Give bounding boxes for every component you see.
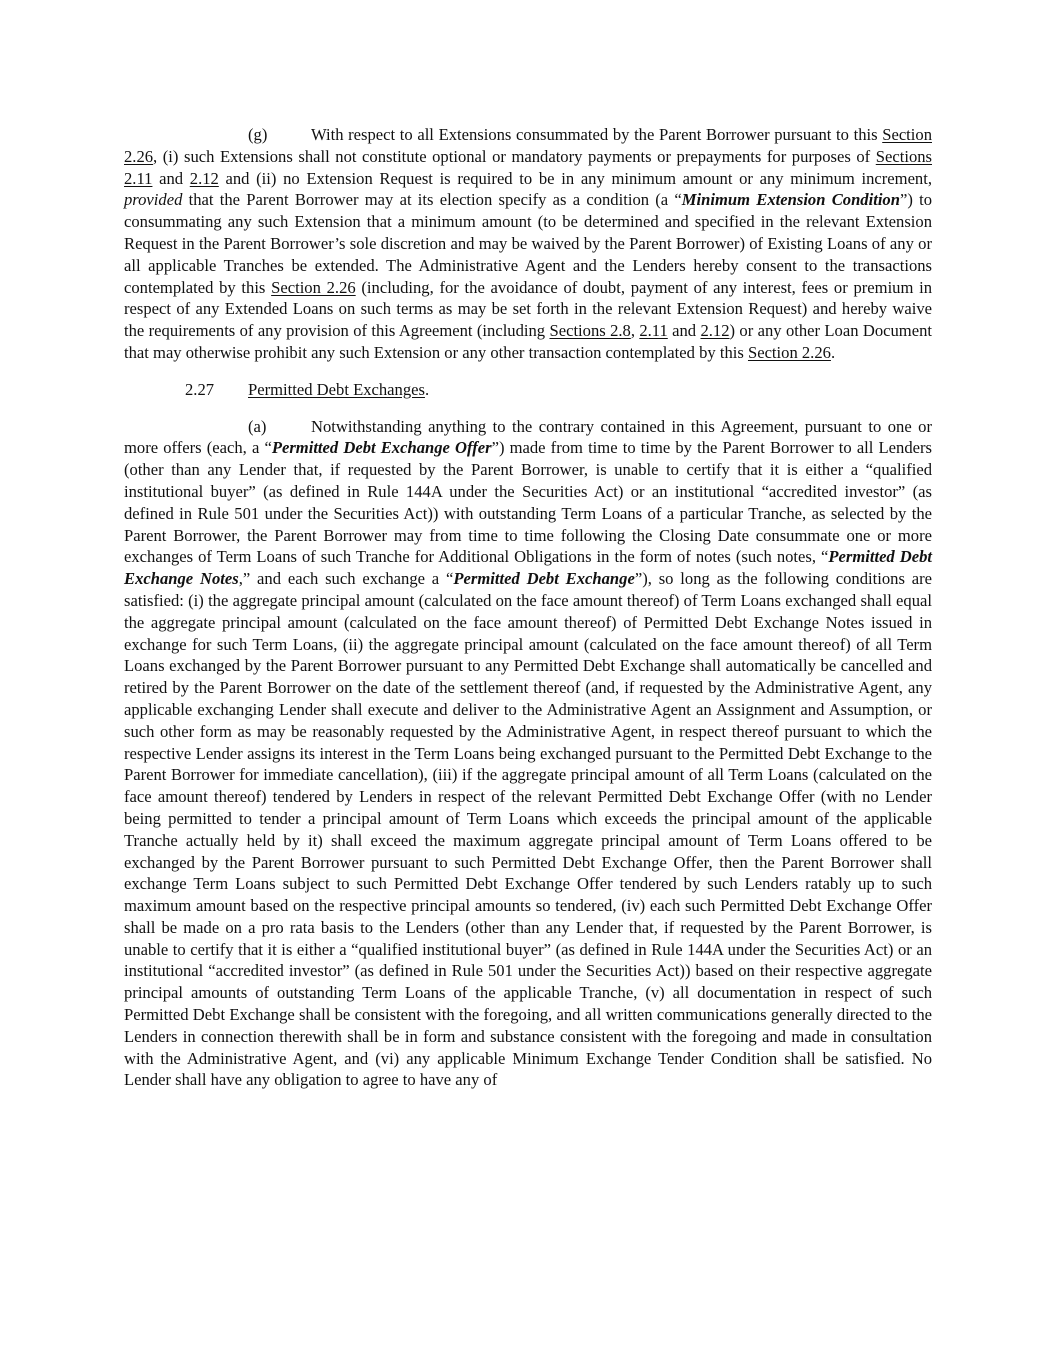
section-heading: 2.27 Permitted Debt Exchanges. (185, 379, 430, 399)
defined-term: Minimum Extension Condition (681, 190, 900, 210)
section-reference: Section 2.26 (747, 342, 831, 362)
section-reference: Section 2.26 (271, 277, 356, 297)
section-reference: 2.11 (639, 321, 668, 341)
defined-term: Permitted Debt Exchange (453, 569, 635, 589)
section-reference: Sections 2.8 (549, 321, 631, 341)
section-reference: 2.12 (189, 168, 219, 188)
section-title: Permitted Debt Exchanges (248, 379, 425, 399)
emphasis-provided: provided (124, 190, 183, 210)
defined-term: Permitted Debt Exchange Notes (124, 547, 932, 589)
paragraph-a: (a) Notwithstanding anything to the contrary contained in this Agreement, pursuant to one or more offers (each, a “Permitted Debt Exchange Offer”) made from time to time by the Parent Borrower to all Lenders (other than any Lender that, if requested by the Parent Borrower, is unable to certify that it is either a “qualified institutional buyer” (as defined in Rule 144A under the Securities Act) or an institutional “accredited investor” (as defined in Rule 501 under the Securities Act)) with outstanding Term Loans of a particular Tranche, as selected by the Parent Borrower, the Parent Borrower may from time to time following the Closing Date consummate one or more exchanges of Term Loans of such Tranche for Additional Obligations in the form of notes (such notes, “Permitted Debt Exchange Notes,” and each such exchange a “Permitted Debt Exchange”), so long as the following conditions are satisfied: (i) the aggregate principal amount (calculated on the face amount thereof) of Term Loans exchanged shall equal the aggregate principal amount (calculated on the face amount thereof) of Permitted Debt Exchange Notes issued in exchange for such Term Loans, (ii) the aggregate principal amount (calculated on the face amount thereof) of all Term Loans exchanged by the Parent Borrower pursuant to any Permitted Debt Exchange shall automatically be cancelled and retired by the Parent Borrower on the date of the settlement thereof (and, if requested by the Administrative Agent, any applicable exchanging Lender shall execute and deliver to the Administrative Agent an Assignment and Assumption, or such other form as may be reasonably requested by the Administrative Agent, in respect thereof pursuant to which the respective Lender assigns its interest in the Term Loans being exchanged pursuant to the Permitted Debt Exchange to the Parent Borrower for immediate cancellation), (iii) if the aggregate principal amount of all Term Loans (calculated on the face amount thereof) tendered by Lenders in respect of the relevant Permitted Debt Exchange Offer (with no Lender being permitted to tender a principal amount of Term Loans which exceeds the principal amount of the applicable Tranche actually held by it) shall exceed the maximum aggregate principal amount of Term Loans offered to be exchanged by the Parent Borrower pursuant to such Permitted Debt Exchange Offer, then the Parent Borrower shall exchange Term Loans subject to such Permitted Debt Exchange Offer tendered by such Lenders ratably up to such maximum amount based on the respective principal amounts so tendered, (iv) each such Permitted Debt Exchange Offer shall be made on a pro rata basis to the Lenders (other than any Lender that, if requested by the Parent Borrower, is unable to certify that it is either a “qualified institutional buyer” (as defined in Rule 144A under the Securities Act) or an institutional “accredited investor” (as defined in Rule 501 under the Securities Act)) based on their respective aggregate principal amounts of outstanding Term Loans of the applicable Tranche, (v) all documentation in respect of such Permitted Debt Exchange shall be consistent with the foregoing, and all written communications generally directed to the Lenders in connection therewith shall be in form and substance consistent with the foregoing and made in consultation with the Administrative Agent, and (vi) any applicable Minimum Exchange Tender Condition shall be satisfied. No Lender shall have any obligation to agree to have any of (124, 416, 932, 1090)
section-reference: Sections 2.11 (124, 146, 932, 188)
defined-term: Permitted Debt Exchange Offer (271, 438, 492, 458)
section-number: 2.27 (185, 379, 215, 399)
paragraph-g: (g) With respect to all Extensions consummated by the Parent Borrower pursuant to this Section 2.26, (i) such Extensions shall not constitute optional or mandatory payments or prepayments for purposes of Sections 2.11 and 2.12 and (ii) no Extension Request is required to be in any minimum amount or any minimum increment, provided that the Parent Borrower may at its election specify as a condition (a “Minimum Extension Condition”) to consummating any such Extension that a minimum amount (to be determined and specified in the relevant Extension Request in the Parent Borrower’s sole discretion and may be waived by the Parent Borrower) of Existing Loans of any or all applicable Tranches be extended. The Administrative Agent and the Lenders hereby consent to the transactions contemplated by this Section 2.26 (including, for the avoidance of doubt, payment of any interest, fees or premium in respect of any Extended Loans on such terms as may be set forth in the relevant Extension Request) and hereby waive the requirements of any provision of this Agreement (including Sections 2.8, 2.11 and 2.12) or any other Loan Document that may otherwise prohibit any such Extension or any other transaction contemplated by this Section 2.26. (124, 125, 933, 362)
paragraph-label-a: (a) (248, 416, 267, 436)
section-reference: 2.12 (700, 321, 730, 341)
paragraph-label-g: (g) (248, 125, 268, 144)
section-reference: Section 2.26 (124, 125, 932, 166)
